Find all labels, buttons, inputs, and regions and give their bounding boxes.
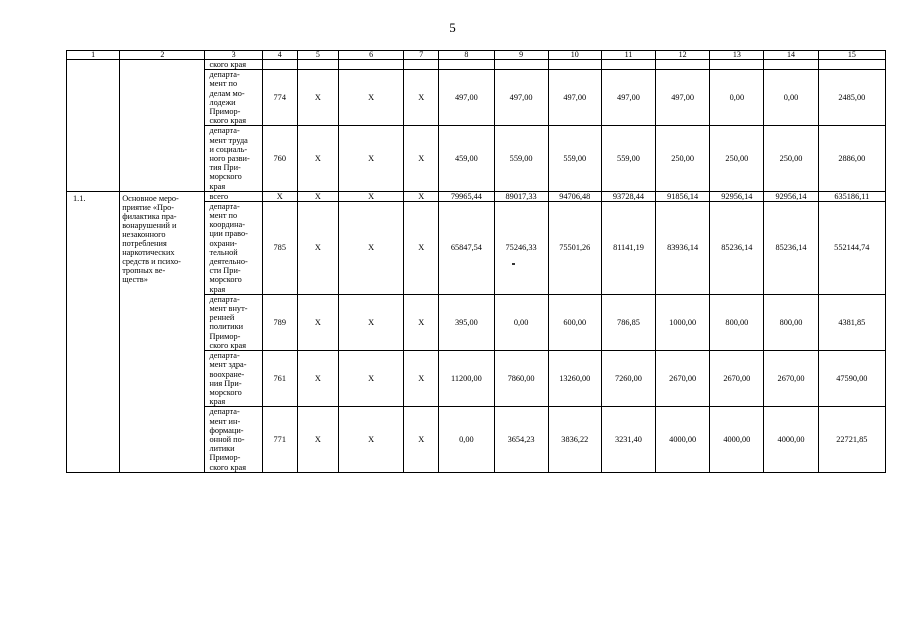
value-cell: X — [338, 126, 403, 191]
value-cell: 7860,00 — [494, 351, 548, 407]
value-cell: 760 — [262, 126, 297, 191]
value-cell: 3231,40 — [601, 407, 655, 472]
value-cell: 92956,14 — [710, 191, 764, 201]
value-cell: 3836,22 — [548, 407, 601, 472]
value-cell — [710, 60, 764, 70]
value-cell: 559,00 — [548, 126, 601, 191]
value-cell — [764, 60, 818, 70]
budget-table — [66, 50, 886, 473]
executor-cell: департа- мент внут- ренней политики Примор- ского края — [205, 294, 262, 350]
header-cell-14: 14 — [764, 51, 818, 60]
value-cell: 81141,19 — [601, 201, 655, 294]
value-cell: 250,00 — [656, 126, 710, 191]
value-cell: 2670,00 — [656, 351, 710, 407]
value-cell: 75246,33 — [494, 201, 548, 294]
measure-name-cell — [120, 60, 205, 192]
value-cell: 83936,14 — [656, 201, 710, 294]
value-cell: 4000,00 — [764, 407, 818, 472]
value-cell: 4000,00 — [710, 407, 764, 472]
value-cell: 789 — [262, 294, 297, 350]
value-cell: 635186,11 — [818, 191, 885, 201]
page-number: 5 — [449, 20, 456, 35]
header-cell-7: 7 — [404, 51, 439, 60]
value-cell: X — [297, 70, 338, 126]
value-cell: 1000,00 — [656, 294, 710, 350]
value-cell: 0,00 — [494, 294, 548, 350]
executor-cell: департа- мент ин- формаци- онной по- литики Примор- ского края — [205, 407, 262, 472]
value-cell: X — [338, 191, 403, 201]
value-cell: X — [404, 126, 439, 191]
executor-cell: ского края — [205, 60, 262, 70]
value-cell: 497,00 — [656, 70, 710, 126]
value-cell: X — [297, 191, 338, 201]
value-cell: 0,00 — [764, 70, 818, 126]
table-body — [67, 51, 886, 473]
header-row — [67, 51, 886, 60]
value-cell: 79965,44 — [439, 191, 494, 201]
value-cell: 785 — [262, 201, 297, 294]
value-cell: X — [297, 126, 338, 191]
value-cell: X — [297, 294, 338, 350]
row-number-cell: 1.1. — [67, 191, 120, 472]
value-cell: 93728,44 — [601, 191, 655, 201]
value-cell: X — [338, 201, 403, 294]
total-row — [67, 191, 886, 201]
executor-cell: департа- мент здра- воохране- ния При- морского края — [205, 351, 262, 407]
value-cell: 771 — [262, 407, 297, 472]
value-cell: 552144,74 — [818, 201, 885, 294]
header-cell-12: 12 — [656, 51, 710, 60]
value-cell: X — [297, 407, 338, 472]
value-cell — [656, 60, 710, 70]
value-cell: 559,00 — [601, 126, 655, 191]
value-cell: 4381,85 — [818, 294, 885, 350]
header-cell-15: 15 — [818, 51, 885, 60]
value-cell: 774 — [262, 70, 297, 126]
value-cell: X — [404, 407, 439, 472]
row-number-cell — [67, 60, 120, 192]
value-cell: 2670,00 — [710, 351, 764, 407]
value-cell: 11200,00 — [439, 351, 494, 407]
value-cell: 2886,00 — [818, 126, 885, 191]
value-cell: X — [262, 191, 297, 201]
value-cell: 13260,00 — [548, 351, 601, 407]
value-cell: 395,00 — [439, 294, 494, 350]
value-cell: 92956,14 — [764, 191, 818, 201]
header-cell-4: 4 — [262, 51, 297, 60]
value-cell: 250,00 — [764, 126, 818, 191]
value-cell: 800,00 — [764, 294, 818, 350]
value-cell: 497,00 — [494, 70, 548, 126]
value-cell: X — [404, 201, 439, 294]
header-cell-2: 2 — [120, 51, 205, 60]
value-cell — [601, 60, 655, 70]
value-cell: X — [338, 351, 403, 407]
header-cell-8: 8 — [439, 51, 494, 60]
value-cell: 761 — [262, 351, 297, 407]
value-cell: X — [404, 294, 439, 350]
value-cell: 85236,14 — [764, 201, 818, 294]
value-cell: X — [297, 351, 338, 407]
value-cell — [548, 60, 601, 70]
value-cell: 89017,33 — [494, 191, 548, 201]
value-cell — [338, 60, 403, 70]
header-cell-1: 1 — [67, 51, 120, 60]
value-cell: 0,00 — [439, 407, 494, 472]
header-cell-13: 13 — [710, 51, 764, 60]
value-cell: 7260,00 — [601, 351, 655, 407]
header-cell-9: 9 — [494, 51, 548, 60]
header-cell-3: 3 — [205, 51, 262, 60]
value-cell: X — [338, 407, 403, 472]
value-cell: 4000,00 — [656, 407, 710, 472]
executor-cell: всего — [205, 191, 262, 201]
value-cell: X — [404, 351, 439, 407]
header-cell-6: 6 — [338, 51, 403, 60]
value-cell: 497,00 — [439, 70, 494, 126]
value-cell: X — [404, 70, 439, 126]
value-cell: 94706,48 — [548, 191, 601, 201]
value-cell: 800,00 — [710, 294, 764, 350]
value-cell: 250,00 — [710, 126, 764, 191]
value-cell — [404, 60, 439, 70]
value-cell: 786,85 — [601, 294, 655, 350]
value-cell — [262, 60, 297, 70]
value-cell: 22721,85 — [818, 407, 885, 472]
value-cell — [818, 60, 885, 70]
value-cell: X — [297, 201, 338, 294]
value-cell: 497,00 — [548, 70, 601, 126]
value-cell: 91856,14 — [656, 191, 710, 201]
value-cell: 0,00 — [710, 70, 764, 126]
value-cell: 2670,00 — [764, 351, 818, 407]
value-cell: 47590,00 — [818, 351, 885, 407]
value-cell: 75501,26 — [548, 201, 601, 294]
value-cell — [439, 60, 494, 70]
value-cell: 85236,14 — [710, 201, 764, 294]
value-cell: 2485,00 — [818, 70, 885, 126]
value-cell: 559,00 — [494, 126, 548, 191]
value-cell: X — [338, 294, 403, 350]
executor-cell: департа- мент по делам мо- лодежи Примор- ского края — [205, 70, 262, 126]
executor-cell: департа- мент по координа- ции право- охрани- тельной деятельно- сти При- морского края — [205, 201, 262, 294]
value-cell: X — [338, 70, 403, 126]
header-cell-5: 5 — [297, 51, 338, 60]
value-cell: 459,00 — [439, 126, 494, 191]
scan-speck — [512, 263, 515, 265]
measure-name-cell: Основное меро- приятие «Про- филактика пра- вонарушений и незаконного потребления наркотических средств и психо- тропных ве- ществ» — [120, 191, 205, 472]
value-cell — [297, 60, 338, 70]
value-cell: 65847,54 — [439, 201, 494, 294]
value-cell: 3654,23 — [494, 407, 548, 472]
value-cell: 600,00 — [548, 294, 601, 350]
value-cell: X — [404, 191, 439, 201]
executor-cell: департа- мент труда и социаль- ного разви- тия При- морского края — [205, 126, 262, 191]
table-row — [67, 60, 886, 70]
header-cell-10: 10 — [548, 51, 601, 60]
value-cell: 497,00 — [601, 70, 655, 126]
value-cell — [494, 60, 548, 70]
header-cell-11: 11 — [601, 51, 655, 60]
